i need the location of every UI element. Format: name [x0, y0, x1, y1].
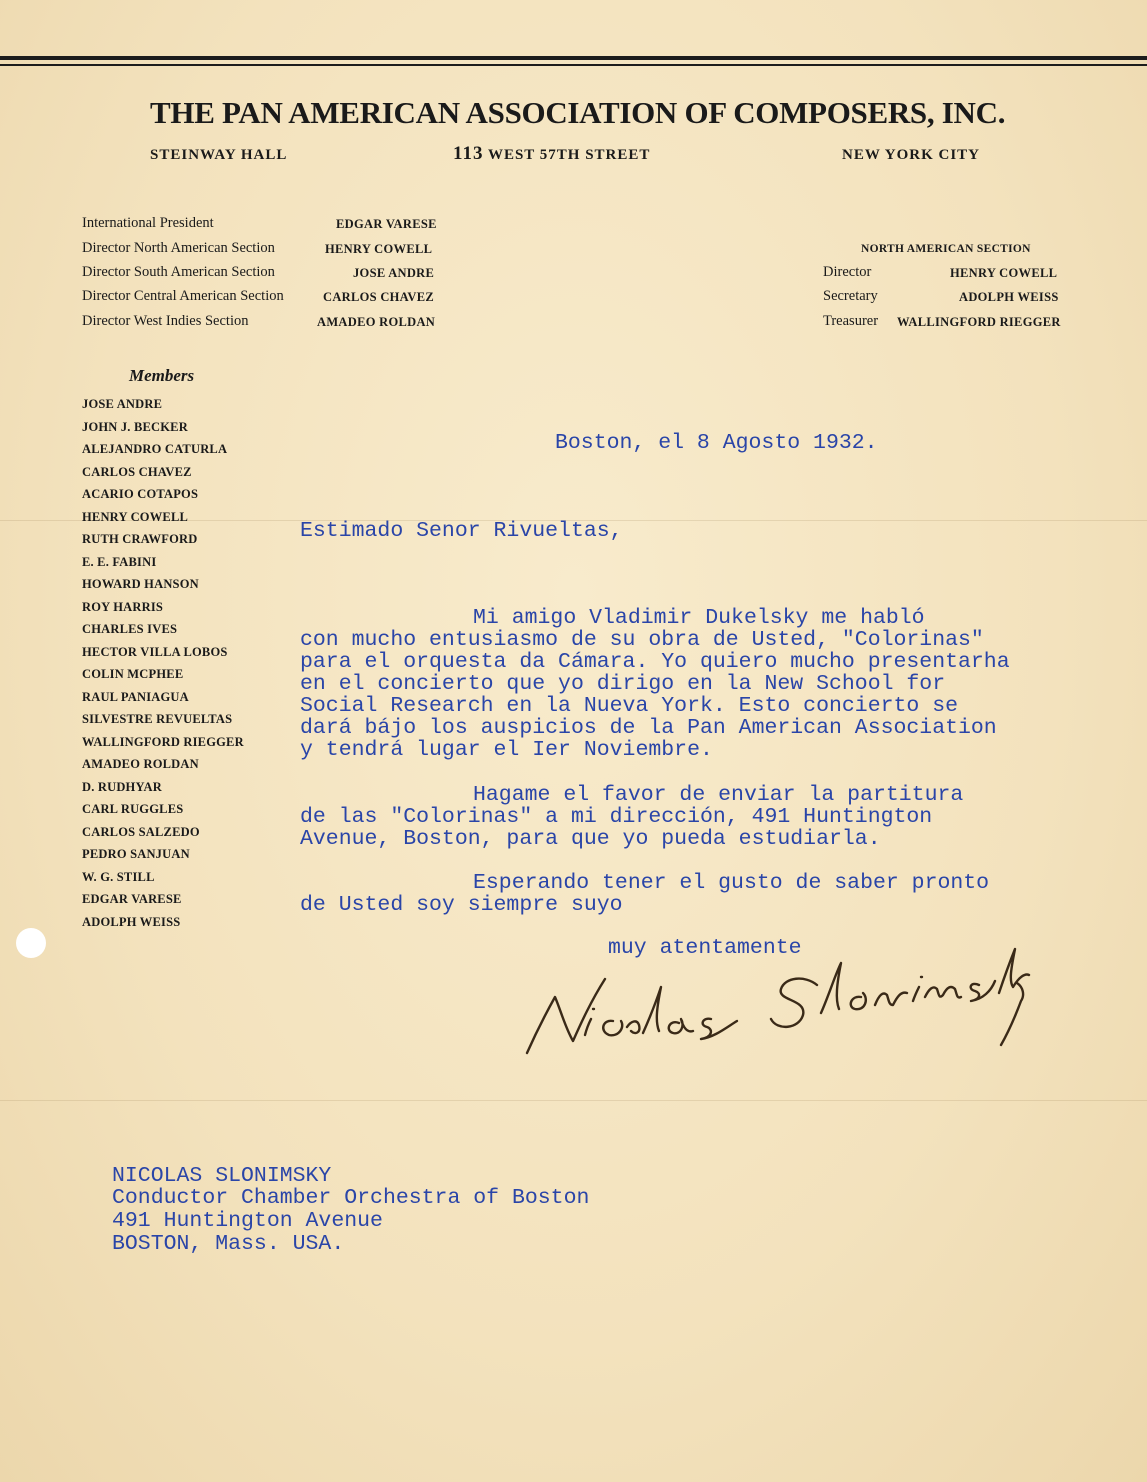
member-name: EDGAR VARESE — [82, 892, 182, 906]
officer-name: EDGAR VARESE — [336, 217, 437, 231]
sender-name: NICOLAS SLONIMSKY — [112, 1164, 332, 1188]
letter-line: Avenue, Boston, para que yo pueda estudiarla. — [300, 827, 881, 851]
member-name: COLIN MCPHEE — [82, 667, 184, 681]
member-name: JOHN J. BECKER — [82, 419, 188, 434]
letter-date: Boston, el 8 Agosto 1932. — [555, 431, 878, 455]
letter-line: Mi amigo Vladimir Dukelsky me habló — [473, 606, 925, 630]
officer-role: Director Central American Section — [82, 288, 284, 304]
city: NEW YORK CITY — [842, 147, 981, 163]
officer-role: International President — [82, 215, 214, 231]
letterhead-rule-thin — [0, 64, 1147, 66]
venue: STEINWAY HALL — [150, 147, 288, 163]
member-name: ACARIO COTAPOS — [82, 487, 199, 501]
sender-title: Conductor Chamber Orchestra of Boston — [112, 1186, 590, 1210]
paper-fold — [0, 1100, 1147, 1101]
section-role: Treasurer — [823, 313, 879, 329]
letter-line: y tendrá lugar el Ier Noviembre. — [300, 738, 713, 762]
section-name: WALLINGFORD RIEGGER — [897, 315, 1061, 329]
letter-line: con mucho entusiasmo de su obra de Usted, "Colorinas" — [300, 628, 984, 652]
member-name: SILVESTRE REVUELTAS — [82, 712, 233, 726]
member-name: CARL RUGGLES — [82, 802, 184, 816]
member-name: D. RUDHYAR — [82, 779, 163, 794]
letter-line: en el concierto que yo dirigo en la New School for — [300, 672, 946, 696]
member-name: JOSE ANDRE — [82, 397, 163, 411]
letter-line: dará bájo los auspicios de la Pan American Association — [300, 716, 997, 740]
officer-name: CARLOS CHAVEZ — [323, 290, 434, 304]
member-name: AMADEO ROLDAN — [82, 757, 199, 771]
member-name: ROY HARRIS — [82, 599, 164, 614]
section-name: ADOLPH WEISS — [959, 290, 1059, 304]
letter-salutation: Estimado Senor Rivueltas, — [300, 519, 623, 543]
sender-city: BOSTON, Mass. USA. — [112, 1232, 345, 1256]
member-name: HENRY COWELL — [82, 509, 189, 524]
punch-hole — [16, 928, 46, 958]
letter-line: de Usted soy siempre suyo — [300, 893, 623, 917]
member-name: CHARLES IVES — [82, 622, 178, 636]
member-name: CARLOS CHAVEZ — [82, 464, 192, 479]
letter-closing: muy atentamente — [608, 936, 802, 960]
street-name: WEST 57TH STREET — [487, 147, 651, 163]
letter-line: de las "Colorinas" a mi dirección, 491 Huntington — [300, 805, 933, 829]
member-name: RAUL PANIAGUA — [82, 689, 189, 704]
association-title: THE PAN AMERICAN ASSOCIATION OF COMPOSERS, INC. — [150, 95, 1006, 130]
member-name: WALLINGFORD RIEGGER — [82, 734, 244, 749]
member-name: W. G. STILL — [82, 869, 155, 884]
letter-line: Esperando tener el gusto de saber pronto — [473, 871, 990, 895]
section-heading: NORTH AMERICAN SECTION — [861, 243, 1031, 255]
officer-role: Director South American Section — [82, 264, 275, 280]
member-name: RUTH CRAWFORD — [82, 532, 198, 546]
officer-name: HENRY COWELL — [325, 242, 433, 256]
section-name: HENRY COWELL — [950, 266, 1058, 280]
street-number: 113 — [453, 143, 484, 164]
street-address — [453, 143, 650, 165]
officer-role: Director West Indies Section — [82, 313, 249, 329]
member-name: ADOLPH WEISS — [82, 914, 181, 929]
member-name: PEDRO SANJUAN — [82, 847, 190, 861]
member-name: HECTOR VILLA LOBOS — [82, 644, 228, 659]
officer-name: JOSE ANDRE — [353, 266, 435, 280]
signature — [515, 935, 1045, 1065]
members-heading: Members — [129, 366, 195, 385]
sender-street: 491 Huntington Avenue — [112, 1209, 383, 1233]
member-name: HOWARD HANSON — [82, 577, 199, 591]
letterhead-rule-thick — [0, 56, 1147, 60]
letter-line: para el orquesta da Cámara. Yo quiero mucho presentarha — [300, 650, 1010, 674]
member-name: E. E. FABINI — [82, 554, 157, 569]
member-name: CARLOS SALZEDO — [82, 824, 200, 839]
letter-line: Social Research en la Nueva York. Esto concierto se — [300, 694, 959, 718]
section-role: Director — [823, 264, 872, 280]
letter-line: Hagame el favor de enviar la partitura — [473, 783, 964, 807]
member-name: ALEJANDRO CATURLA — [82, 442, 228, 456]
officer-name: AMADEO ROLDAN — [317, 315, 436, 329]
officer-role: Director North American Section — [82, 240, 275, 256]
section-role: Secretary — [823, 288, 878, 304]
